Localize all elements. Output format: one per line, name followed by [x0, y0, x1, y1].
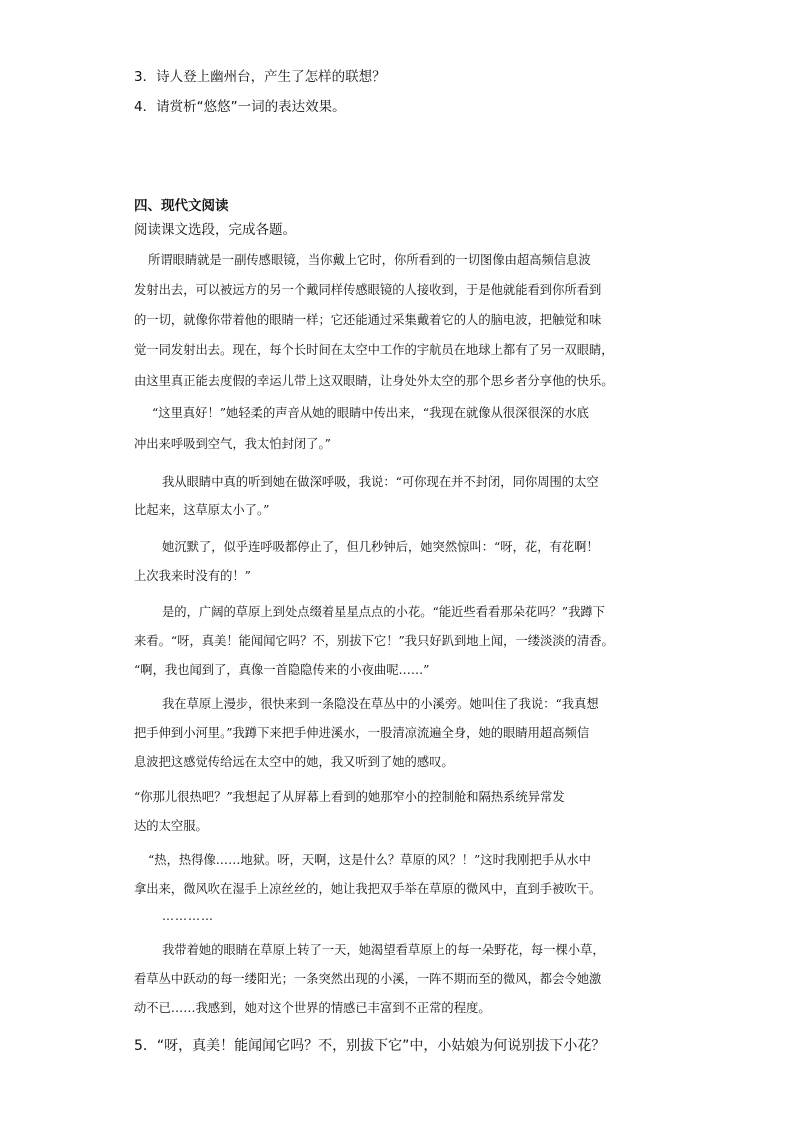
passage-line: 动不已……我感到，她对这个世界的情感已丰富到不正常的程度。 [134, 1001, 491, 1015]
passage-line: “热，热得像……地狱。呀，天啊，这是什么？草原的风？！”这时我刚把手从水中 [148, 853, 591, 867]
passage-line: 发射出去，可以被远方的另一个戴同样传感眼镜的人接收到，于是他就能看到你所看到 [134, 283, 602, 297]
passage-line: 上次我来时没有的！” [134, 569, 251, 583]
passage-line: 我从眼睛中真的听到她在做深呼吸，我说：“可你现在并不封闭，同你周围的太空 [162, 475, 599, 489]
passage-line: 把手伸到小河里。”我蹲下来把手伸进溪水，一股清凉流遍全身，她的眼睛用超高频信 [134, 726, 590, 740]
passage-line: 冲出来呼吸到空气，我太怕封闭了。” [134, 437, 331, 451]
passage-line: “这里真好！”她轻柔的声音从她的眼睛中传出来，“我现在就像从很深很深的水底 [152, 406, 589, 420]
passage-line: 息波把这感觉传给远在太空中的她，我又听到了她的感叹。 [134, 755, 454, 769]
passage-line: 我在草原上漫步，很快来到一条隐没在草丛中的小溪旁。她叫住了我说：“我真想 [162, 697, 599, 711]
passage-ellipsis: ………… [162, 909, 214, 923]
passage-line: 她沉默了，似乎连呼吸都停止了，但几秒钟后，她突然惊叫：“呀，花，有花啊！ [162, 540, 599, 554]
passage-line: 看草丛中跃动的每一缕阳光；一条突然出现的小溪，一阵不期而至的微风，都会令她激 [134, 972, 602, 986]
passage-line: “你那儿很热吧？”我想起了从屏幕上看到的她那窄小的控制舱和隔热系统异常发 [134, 790, 565, 804]
passage-line: 觉一同发射出去。现在，每个长时间在太空中工作的宇航员在地球上都有了另一双眼睛， [134, 343, 614, 357]
passage-line: 由这里真正能去度假的幸运儿带上这双眼睛，让身处外太空的那个思乡者分享他的快乐。 [134, 374, 614, 388]
passage-line: 我带着她的眼睛在草原上转了一天，她渴望看草原上的每一朵野花，每一棵小草， [162, 943, 605, 957]
passage-line: 比起来，这草原太小了。” [134, 503, 270, 517]
question-4: 4．请赏析“悠悠”一词的表达效果。 [134, 99, 346, 115]
question-5: 5．“呀，真美！能闻闻它吗？不，别拔下它”中，小姑娘为何说别拔下小花？ [134, 1038, 606, 1054]
section-title: 四、现代文阅读 [134, 198, 229, 214]
passage-line: 是的，广阔的草原上到处点缀着星星点点的小花。“能近些看看那朵花吗？”我蹲下 [162, 605, 605, 619]
reading-instruction: 阅读课文选段，完成各题。 [134, 222, 296, 238]
passage-line: “啊，我也闻到了，真像一首隐隐传来的小夜曲呢……” [134, 663, 430, 677]
passage-line: 的一切，就像你带着他的眼睛一样；它还能通过采集戴着它的人的脑电波，把触觉和味 [134, 313, 602, 327]
passage-line: 所谓眼睛就是一副传感眼镜，当你戴上它时，你所看到的一切图像由超高频信息波 [148, 253, 591, 267]
passage-line: 拿出来，微风吹在湿手上凉丝丝的，她让我把双手举在草原的微风中，直到手被吹干。 [134, 882, 602, 896]
question-3: 3．诗人登上幽州台，产生了怎样的联想？ [134, 69, 386, 85]
passage-line: 达的太空服。 [134, 819, 208, 833]
passage-line: 来看。“呀，真美！能闻闻它吗？不，别拔下它！”我只好趴到地上闻，一缕淡淡的清香。 [134, 634, 614, 648]
